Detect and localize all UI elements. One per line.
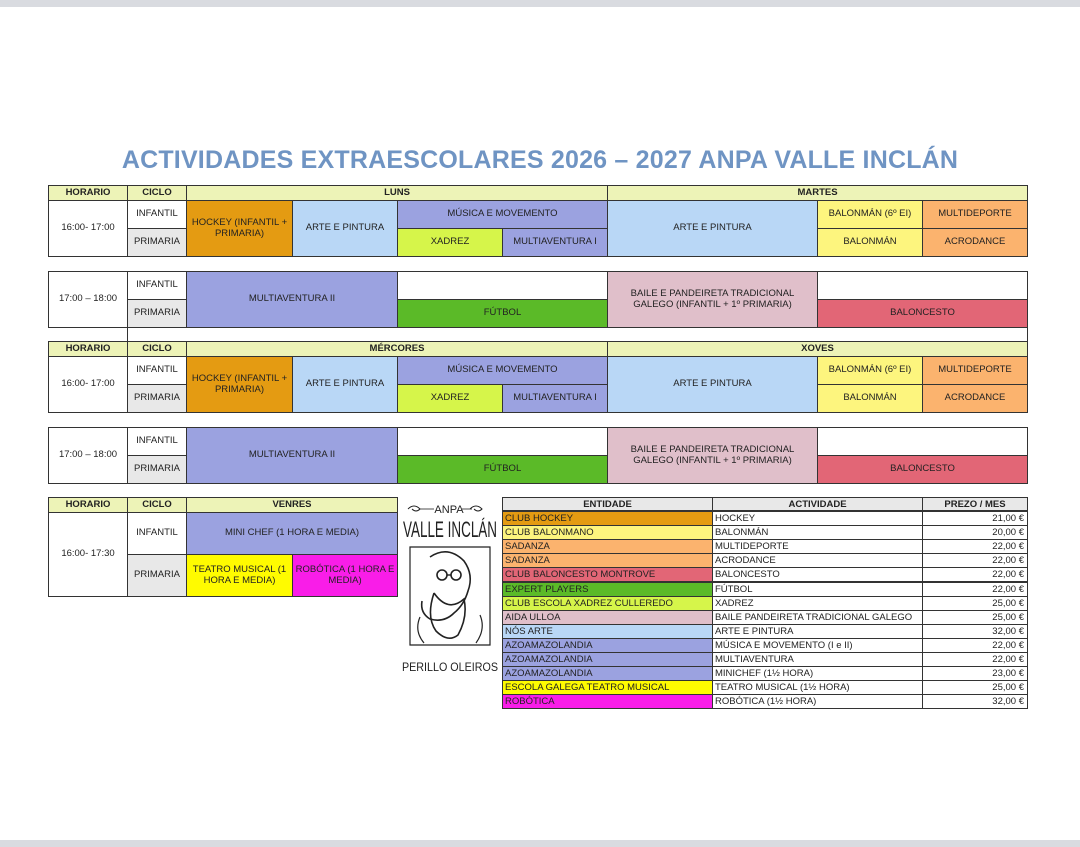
- cycle-infantil: INFANTIL: [127, 200, 187, 229]
- cycle-primaria: PRIMARIA: [127, 554, 187, 597]
- header-luns: LUNS: [186, 185, 608, 201]
- price-row-entity: ESCOLA GALEGA TEATRO MUSICAL: [502, 680, 713, 695]
- cycle-infantil: INFANTIL: [127, 427, 187, 456]
- price-row-price: 22,00 €: [922, 582, 1028, 597]
- header-mercores: MÉRCORES: [186, 341, 608, 357]
- activity-musica-movemento: MÚSICA E MOVEMENTO: [397, 356, 608, 385]
- price-row-price: 32,00 €: [922, 694, 1028, 709]
- activity-multiaventura-i: MULTIAVENTURA I: [502, 384, 608, 413]
- price-row-activity: BALONMÁN: [712, 525, 923, 540]
- activity-arte-pintura: ARTE E PINTURA: [292, 200, 398, 257]
- price-row-price: 25,00 €: [922, 596, 1028, 611]
- header-ciclo: CICLO: [127, 341, 187, 357]
- time-slot: 16:00- 17:00: [48, 356, 128, 413]
- price-row-entity: CLUB HOCKEY: [502, 511, 713, 526]
- cycle-primaria: PRIMARIA: [127, 228, 187, 257]
- price-row-entity: SADANZA: [502, 539, 713, 554]
- bottom-border: [0, 840, 1080, 847]
- header-xoves: XOVES: [607, 341, 1028, 357]
- price-row-price: 20,00 €: [922, 525, 1028, 540]
- price-row-activity: MULTIAVENTURA: [712, 652, 923, 667]
- price-row-price: 21,00 €: [922, 511, 1028, 526]
- empty-cell: [817, 271, 1028, 300]
- header-horario: HORARIO: [48, 341, 128, 357]
- activity-multiaventura-ii: MULTIAVENTURA II: [186, 271, 398, 328]
- activity-balonman-6ei: BALONMÁN (6º EI): [817, 200, 923, 229]
- price-row-entity: AZOAMAZOLANDIA: [502, 652, 713, 667]
- cycle-infantil: INFANTIL: [127, 356, 187, 385]
- price-row-entity: AZOAMAZOLANDIA: [502, 638, 713, 653]
- activity-multideporte: MULTIDEPORTE: [922, 200, 1028, 229]
- page-title: ACTIVIDADES EXTRAESCOLARES 2026 – 2027 ANPA VALLE INCLÁN: [121, 146, 959, 174]
- activity-multiaventura-ii: MULTIAVENTURA II: [186, 427, 398, 484]
- activity-baile-pandeireta: BAILE E PANDEIRETA TRADICIONAL GALEGO (INFANTIL + 1º PRIMARIA): [607, 427, 818, 484]
- price-row-entity: NÓS ARTE: [502, 624, 713, 639]
- activity-arte-pintura: ARTE E PINTURA: [607, 200, 818, 257]
- header-venres: VENRES: [186, 497, 398, 513]
- price-row-activity: MULTIDEPORTE: [712, 539, 923, 554]
- price-row-activity: MÚSICA E MOVEMENTO (I e II): [712, 638, 923, 653]
- activity-futbol: FÚTBOL: [397, 455, 608, 484]
- anpa-logo: [400, 497, 500, 677]
- time-slot: 16:00- 17:30: [48, 512, 128, 597]
- price-row-price: 22,00 €: [922, 652, 1028, 667]
- price-row-price: 25,00 €: [922, 680, 1028, 695]
- price-row-activity: HOCKEY: [712, 511, 923, 526]
- activity-robotica: ROBÓTICA (1 HORA E MEDIA): [292, 554, 398, 597]
- price-row-entity: ROBÓTICA: [502, 694, 713, 709]
- activity-balonman-6ei: BALONMÁN (6º EI): [817, 356, 923, 385]
- price-row-price: 22,00 €: [922, 553, 1028, 568]
- time-slot: 17:00 – 18:00: [48, 271, 128, 328]
- header-ciclo: CICLO: [127, 185, 187, 201]
- price-row-activity: BAILE PANDEIRETA TRADICIONAL GALEGO: [712, 610, 923, 625]
- activity-balonman: BALONMÁN: [817, 384, 923, 413]
- activity-multideporte: MULTIDEPORTE: [922, 356, 1028, 385]
- price-row-activity: MINICHEF (1½ HORA): [712, 666, 923, 681]
- price-row-activity: BALONCESTO: [712, 567, 923, 582]
- price-row-activity: TEATRO MUSICAL (1½ HORA): [712, 680, 923, 695]
- price-row-entity: AZOAMAZOLANDIA: [502, 666, 713, 681]
- price-row-entity: CLUB BALONMANO: [502, 525, 713, 540]
- logo-name-text: VALLE INCLÁN: [403, 517, 497, 542]
- price-row-price: 23,00 €: [922, 666, 1028, 681]
- price-header-entidade: ENTIDADE: [502, 497, 713, 511]
- price-header-prezo: PREZO / MES: [922, 497, 1028, 511]
- header-horario: HORARIO: [48, 185, 128, 201]
- activity-teatro-musical: TEATRO MUSICAL (1 HORA E MEDIA): [186, 554, 293, 597]
- activity-acrodance: ACRODANCE: [922, 228, 1028, 257]
- activity-arte-pintura: ARTE E PINTURA: [292, 356, 398, 413]
- header-ciclo: CICLO: [127, 497, 187, 513]
- activity-baloncesto: BALONCESTO: [817, 299, 1028, 328]
- cycle-primaria: PRIMARIA: [127, 299, 187, 328]
- price-row-entity: AIDA ULLOA: [502, 610, 713, 625]
- activity-minichef: MINI CHEF (1 HORA E MEDIA): [186, 512, 398, 555]
- activity-hockey: HOCKEY (INFANTIL + PRIMARIA): [186, 356, 293, 413]
- activity-balonman: BALONMÁN: [817, 228, 923, 257]
- empty-cell: [397, 271, 608, 300]
- activity-hockey: HOCKEY (INFANTIL + PRIMARIA): [186, 200, 293, 257]
- header-martes: MARTES: [607, 185, 1028, 201]
- activity-multiaventura-i: MULTIAVENTURA I: [502, 228, 608, 257]
- time-slot: 17:00 – 18:00: [48, 427, 128, 484]
- price-row-price: 22,00 €: [922, 567, 1028, 582]
- cycle-primaria: PRIMARIA: [127, 384, 187, 413]
- activity-baile-pandeireta: BAILE E PANDEIRETA TRADICIONAL GALEGO (INFANTIL + 1º PRIMARIA): [607, 271, 818, 328]
- price-row-price: 25,00 €: [922, 610, 1028, 625]
- activity-xadrez: XADREZ: [397, 228, 503, 257]
- price-row-activity: ARTE E PINTURA: [712, 624, 923, 639]
- price-header-actividade: ACTIVIDADE: [712, 497, 923, 511]
- time-slot: 16:00- 17:00: [48, 200, 128, 257]
- price-row-entity: EXPERT PLAYERS: [502, 582, 713, 597]
- price-row-activity: ROBÓTICA (1½ HORA): [712, 694, 923, 709]
- cycle-primaria: PRIMARIA: [127, 455, 187, 484]
- price-row-activity: FÚTBOL: [712, 582, 923, 597]
- spacer-row: [127, 327, 1028, 342]
- price-row-price: 32,00 €: [922, 624, 1028, 639]
- price-row-price: 22,00 €: [922, 539, 1028, 554]
- price-row-entity: SADANZA: [502, 553, 713, 568]
- activity-xadrez: XADREZ: [397, 384, 503, 413]
- empty-cell: [397, 427, 608, 456]
- price-row-activity: XADREZ: [712, 596, 923, 611]
- cycle-infantil: INFANTIL: [127, 271, 187, 300]
- empty-cell: [817, 427, 1028, 456]
- price-row-price: 22,00 €: [922, 638, 1028, 653]
- price-row-entity: CLUB BALONCESTO MONTROVE: [502, 567, 713, 582]
- logo-bottom-text: PERILLO OLEIROS: [402, 660, 498, 674]
- activity-acrodance: ACRODANCE: [922, 384, 1028, 413]
- top-border: [0, 0, 1080, 7]
- price-row-entity: CLUB ESCOLA XADREZ CULLEREDO: [502, 596, 713, 611]
- activity-musica-movemento: MÚSICA E MOVEMENTO: [397, 200, 608, 229]
- logo-anpa-text: ANPA: [434, 504, 464, 516]
- activity-arte-pintura: ARTE E PINTURA: [607, 356, 818, 413]
- activity-baloncesto: BALONCESTO: [817, 455, 1028, 484]
- activity-futbol: FÚTBOL: [397, 299, 608, 328]
- cycle-infantil: INFANTIL: [127, 512, 187, 555]
- price-row-activity: ACRODANCE: [712, 553, 923, 568]
- header-horario: HORARIO: [48, 497, 128, 513]
